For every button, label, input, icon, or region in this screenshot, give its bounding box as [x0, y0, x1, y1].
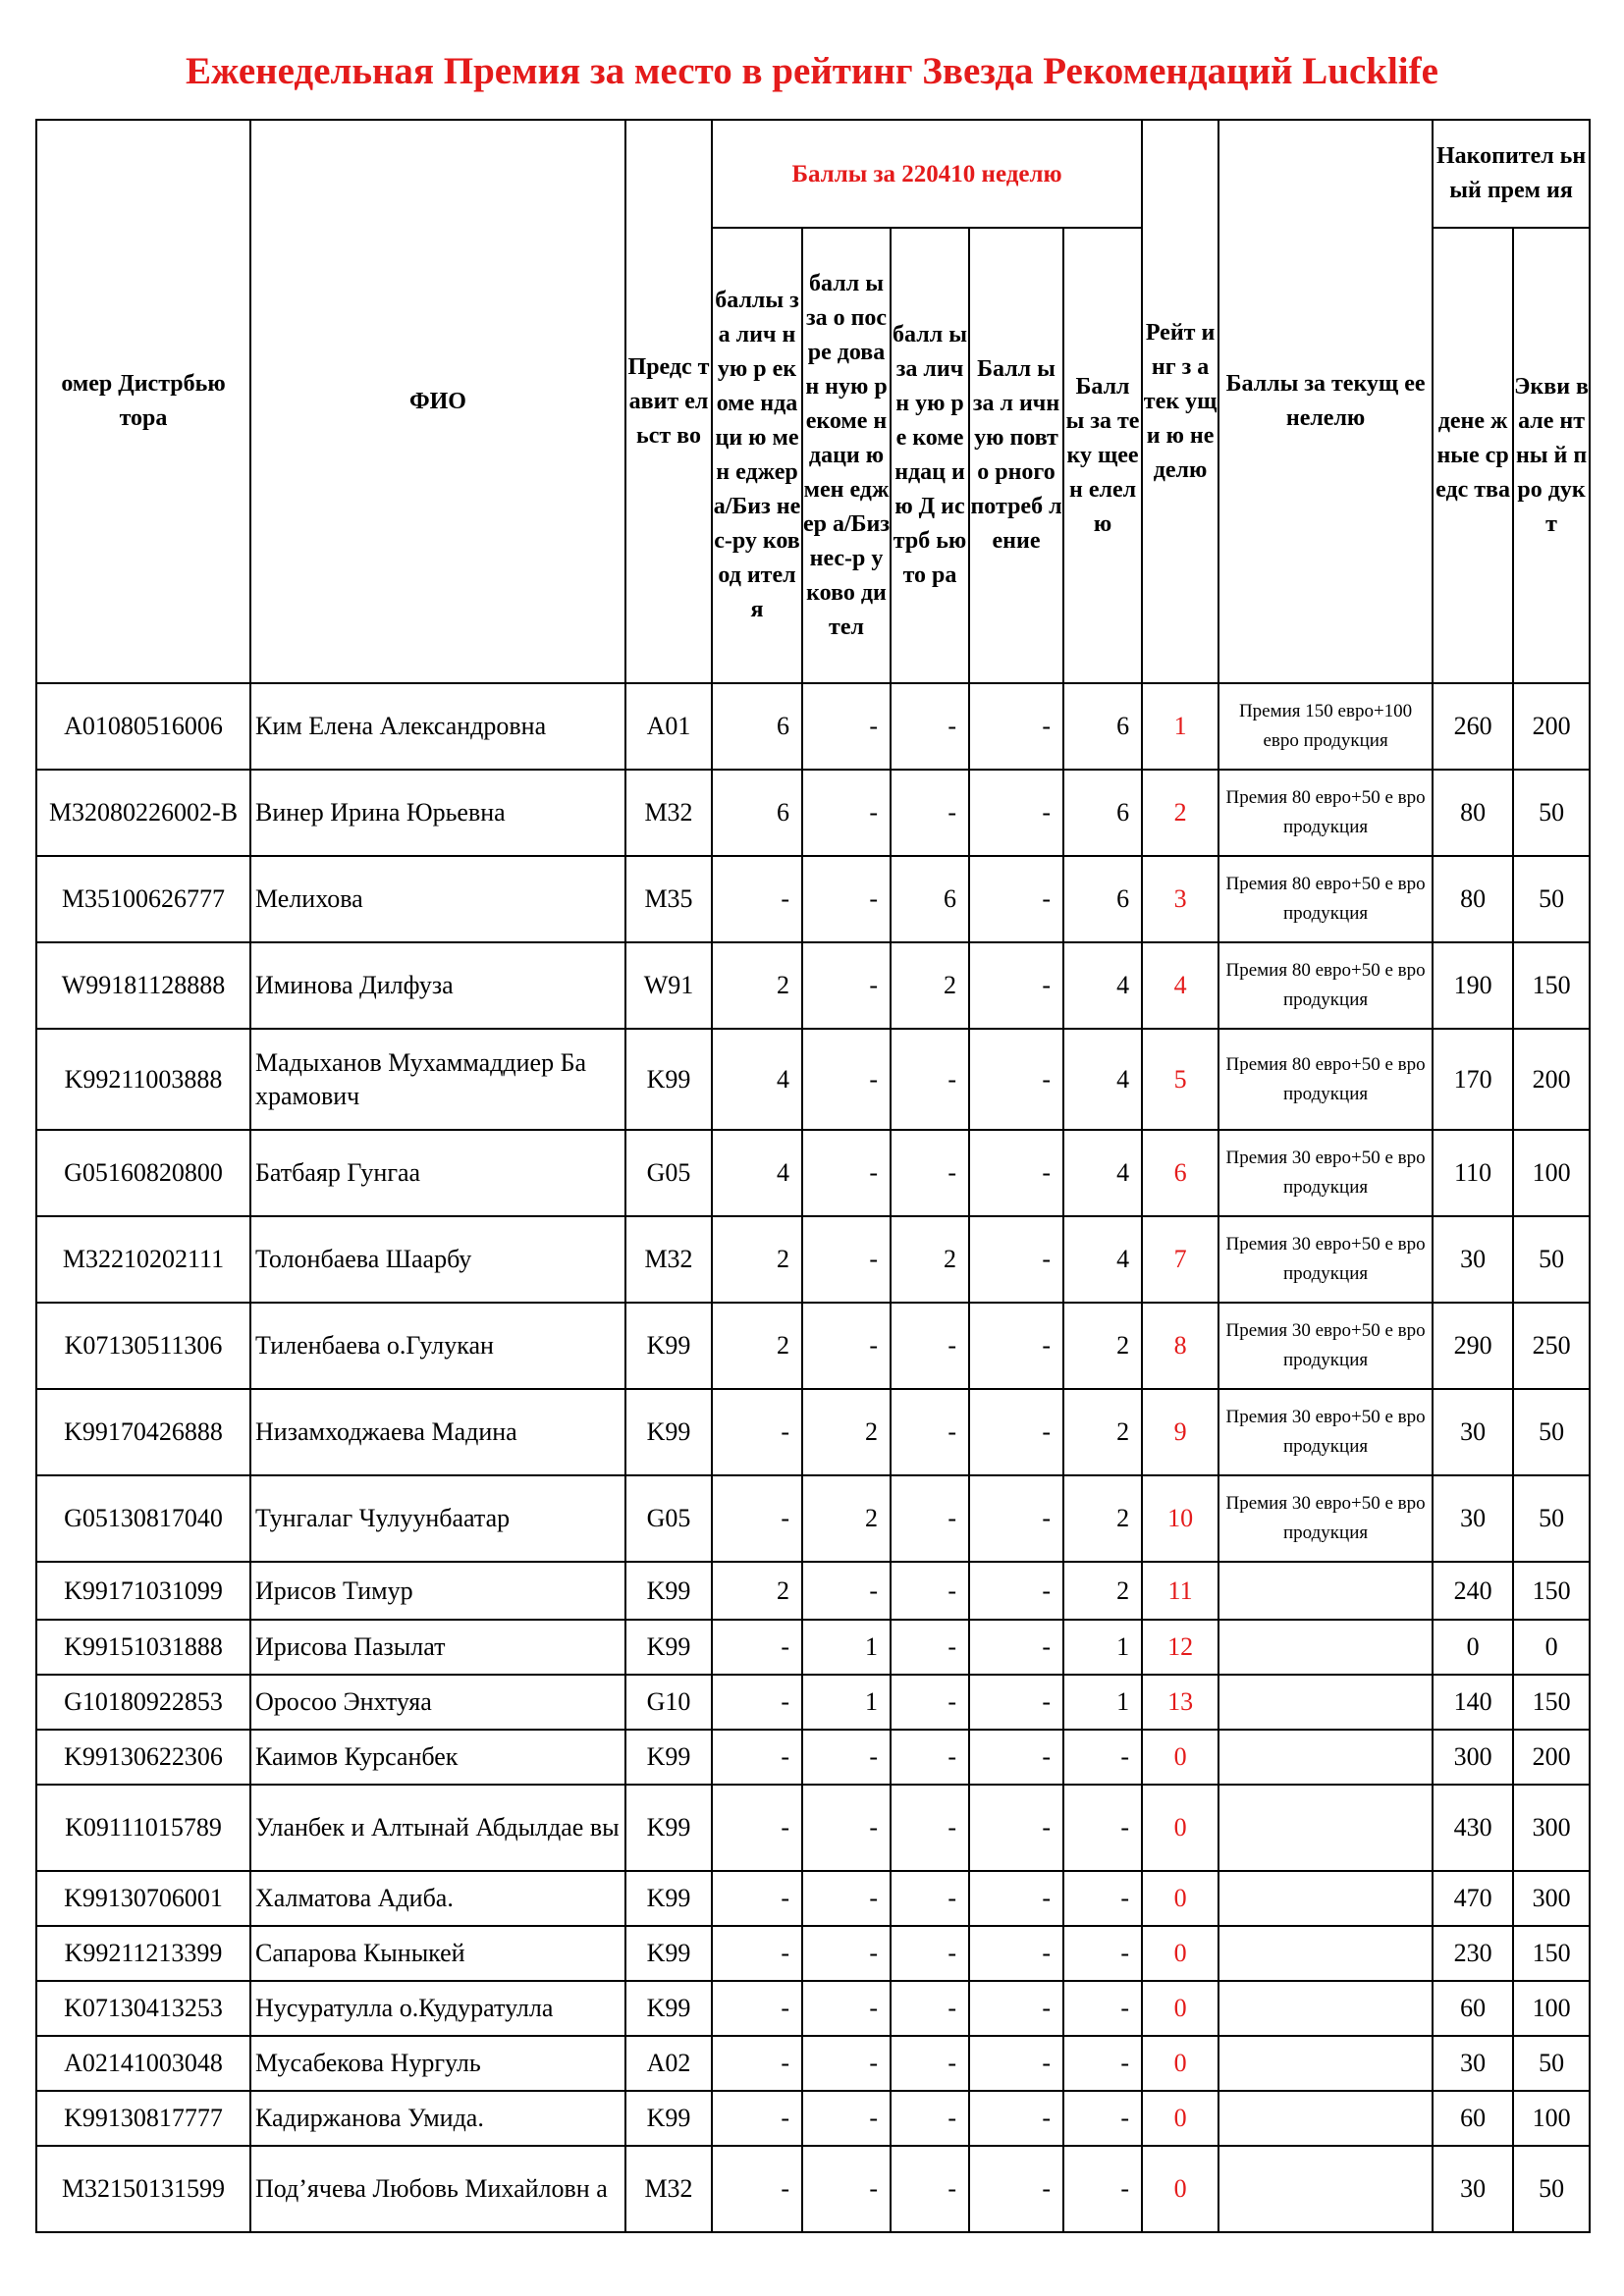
fio: Оросоо Энхтуяа [250, 1675, 625, 1730]
representation: K99 [625, 1926, 712, 1981]
points-indirect: - [802, 942, 891, 1029]
money: 30 [1433, 2146, 1513, 2232]
points-repeat: - [969, 770, 1063, 856]
points-total: 4 [1063, 1130, 1142, 1216]
points-manager: - [712, 1675, 802, 1730]
points-total: 4 [1063, 1029, 1142, 1130]
bonus [1218, 1926, 1433, 1981]
fio: Тиленбаева о.Гулукан [250, 1303, 625, 1389]
rank: 0 [1142, 1785, 1218, 1871]
representation: G05 [625, 1475, 712, 1562]
points-repeat: - [969, 2091, 1063, 2146]
header-points-week-total: Балл ы за теку щее н елел ю [1063, 228, 1142, 683]
distributor-number: K99130622306 [36, 1730, 250, 1785]
equivalent: 200 [1513, 1730, 1590, 1785]
points-repeat: - [969, 856, 1063, 942]
points-indirect: - [802, 683, 891, 770]
distributor-number: M32080226002-B [36, 770, 250, 856]
table-row [36, 1981, 1590, 2036]
distributor-number: A02141003048 [36, 2036, 250, 2091]
points-manager: 4 [712, 1130, 802, 1216]
table-row [36, 1785, 1590, 1871]
points-manager: 2 [712, 1303, 802, 1389]
points-repeat: - [969, 1730, 1063, 1785]
rank: 3 [1142, 856, 1218, 942]
points-total: - [1063, 2036, 1142, 2091]
bonus [1218, 1675, 1433, 1730]
distributor-number: K99130706001 [36, 1871, 250, 1926]
equivalent: 200 [1513, 1029, 1590, 1130]
points-personal: 2 [891, 1216, 969, 1303]
points-total: - [1063, 2091, 1142, 2146]
representation: G05 [625, 1130, 712, 1216]
fio: Ирисов Тимур [250, 1562, 625, 1620]
points-manager: - [712, 2036, 802, 2091]
points-repeat: - [969, 1475, 1063, 1562]
rank: 2 [1142, 770, 1218, 856]
bonus: Премия 80 евро+50 е вро продукция [1218, 856, 1433, 942]
points-indirect: - [802, 2091, 891, 2146]
rank: 4 [1142, 942, 1218, 1029]
points-manager: - [712, 2091, 802, 2146]
fio: Иминова Дилфуза [250, 942, 625, 1029]
header-equivalent-product: Экви вале нтны й про дукт [1513, 228, 1590, 683]
points-indirect: 2 [802, 1475, 891, 1562]
points-manager: 6 [712, 683, 802, 770]
points-repeat: - [969, 1130, 1063, 1216]
points-manager: - [712, 1620, 802, 1675]
money: 470 [1433, 1871, 1513, 1926]
equivalent: 100 [1513, 1981, 1590, 2036]
distributor-number: M32150131599 [36, 2146, 250, 2232]
representation: K99 [625, 1871, 712, 1926]
money: 30 [1433, 1475, 1513, 1562]
equivalent: 0 [1513, 1620, 1590, 1675]
fio: Халматова Адиба. [250, 1871, 625, 1926]
points-personal: - [891, 1475, 969, 1562]
distributor-number: K07130511306 [36, 1303, 250, 1389]
points-indirect: - [802, 1785, 891, 1871]
points-personal: 6 [891, 856, 969, 942]
money: 140 [1433, 1675, 1513, 1730]
header-bonus: Баллы за текущ ее нелелю [1218, 120, 1433, 683]
representation: K99 [625, 1620, 712, 1675]
bonus [1218, 1981, 1433, 2036]
money: 190 [1433, 942, 1513, 1029]
points-total: 6 [1063, 683, 1142, 770]
bonus: Премия 30 евро+50 е вро продукция [1218, 1389, 1433, 1475]
fio: Сапарова Кыныкей [250, 1926, 625, 1981]
money: 430 [1433, 1785, 1513, 1871]
representation: K99 [625, 1303, 712, 1389]
header-rank: Рейт инг з а тек ущи ю не делю [1142, 120, 1218, 683]
header-points-personal-distributor: балл ы за личн ую ре коме ндац ию Д истрб ьюто ра [891, 228, 969, 683]
points-indirect: - [802, 1981, 891, 2036]
bonus [1218, 2036, 1433, 2091]
points-manager: - [712, 1475, 802, 1562]
money: 30 [1433, 1389, 1513, 1475]
points-manager: - [712, 1981, 802, 2036]
rank: 0 [1142, 1981, 1218, 2036]
fio: Ким Елена Александровна [250, 683, 625, 770]
points-total: - [1063, 1926, 1142, 1981]
points-personal: - [891, 1562, 969, 1620]
money: 80 [1433, 770, 1513, 856]
points-total: 1 [1063, 1620, 1142, 1675]
points-repeat: - [969, 1620, 1063, 1675]
table-row [36, 856, 1590, 942]
representation: A02 [625, 2036, 712, 2091]
fio: Толонбаева Шаарбу [250, 1216, 625, 1303]
bonus [1218, 2146, 1433, 2232]
rating-table [35, 119, 1591, 2233]
table-row [36, 1675, 1590, 1730]
fio: Винер Ирина Юрьевна [250, 770, 625, 856]
document-title: Еженедельная Премия за место в рейтинг Звезда Рекомендаций Lucklife [186, 50, 1438, 92]
points-total: - [1063, 1871, 1142, 1926]
rank: 6 [1142, 1130, 1218, 1216]
rank: 0 [1142, 1926, 1218, 1981]
distributor-number: M35100626777 [36, 856, 250, 942]
equivalent: 50 [1513, 2036, 1590, 2091]
table-row [36, 1926, 1590, 1981]
table-row [36, 1389, 1590, 1475]
points-indirect: - [802, 1562, 891, 1620]
rank: 7 [1142, 1216, 1218, 1303]
equivalent: 100 [1513, 2091, 1590, 2146]
distributor-number: M32210202111 [36, 1216, 250, 1303]
points-indirect: - [802, 2036, 891, 2091]
money: 0 [1433, 1620, 1513, 1675]
points-personal: - [891, 1730, 969, 1785]
rank: 10 [1142, 1475, 1218, 1562]
representation: K99 [625, 1389, 712, 1475]
equivalent: 50 [1513, 1475, 1590, 1562]
points-repeat: - [969, 1926, 1063, 1981]
equivalent: 50 [1513, 1216, 1590, 1303]
header-points-indirect-recommendation: балл ы за о посре дован ную р екоме ндаци ю мен еджер а/Биз нес-р уково дител [802, 228, 891, 683]
money: 110 [1433, 1130, 1513, 1216]
points-personal: - [891, 1029, 969, 1130]
points-repeat: - [969, 2036, 1063, 2091]
equivalent: 100 [1513, 1130, 1590, 1216]
points-total: - [1063, 1981, 1142, 2036]
rank: 13 [1142, 1675, 1218, 1730]
points-repeat: - [969, 1029, 1063, 1130]
points-total: 4 [1063, 942, 1142, 1029]
points-total: 2 [1063, 1562, 1142, 1620]
fio: Кадиржанова Умида. [250, 2091, 625, 2146]
fio: Батбаяр Гунгаа [250, 1130, 625, 1216]
money: 240 [1433, 1562, 1513, 1620]
points-personal: - [891, 1130, 969, 1216]
points-indirect: 1 [802, 1675, 891, 1730]
points-repeat: - [969, 1562, 1063, 1620]
bonus [1218, 2091, 1433, 2146]
points-repeat: - [969, 942, 1063, 1029]
distributor-number: A01080516006 [36, 683, 250, 770]
header-week-points-group: Баллы за 220410 неделю [712, 120, 1142, 228]
points-total: 6 [1063, 856, 1142, 942]
bonus [1218, 1785, 1433, 1871]
bonus: Премия 30 евро+50 е вро продукция [1218, 1475, 1433, 1562]
rank: 9 [1142, 1389, 1218, 1475]
equivalent: 50 [1513, 856, 1590, 942]
points-personal: - [891, 770, 969, 856]
rank: 0 [1142, 2146, 1218, 2232]
money: 170 [1433, 1029, 1513, 1130]
distributor-number: W99181128888 [36, 942, 250, 1029]
money: 30 [1433, 1216, 1513, 1303]
bonus [1218, 1871, 1433, 1926]
rank: 5 [1142, 1029, 1218, 1130]
fio: Ирисова Пазылат [250, 1620, 625, 1675]
bonus: Премия 30 евро+50 е вро продукция [1218, 1216, 1433, 1303]
bonus: Премия 30 евро+50 е вро продукция [1218, 1130, 1433, 1216]
equivalent: 200 [1513, 683, 1590, 770]
distributor-number: K99211003888 [36, 1029, 250, 1130]
points-manager: - [712, 1871, 802, 1926]
bonus: Премия 80 евро+50 е вро продукция [1218, 1029, 1433, 1130]
rank: 11 [1142, 1562, 1218, 1620]
fio: Уланбек и Алтынай Абдылдае вы [250, 1785, 625, 1871]
points-manager: - [712, 1926, 802, 1981]
points-repeat: - [969, 683, 1063, 770]
points-manager: 4 [712, 1029, 802, 1130]
equivalent: 150 [1513, 942, 1590, 1029]
points-manager: 2 [712, 1562, 802, 1620]
points-personal: - [891, 1785, 969, 1871]
table-row [36, 1475, 1590, 1562]
representation: K99 [625, 1029, 712, 1130]
points-total: - [1063, 2146, 1142, 2232]
points-personal: - [891, 1981, 969, 2036]
points-total: 6 [1063, 770, 1142, 856]
fio: Мусабекова Нургуль [250, 2036, 625, 2091]
distributor-number: G05160820800 [36, 1130, 250, 1216]
bonus [1218, 1562, 1433, 1620]
equivalent: 50 [1513, 770, 1590, 856]
rank: 0 [1142, 1871, 1218, 1926]
points-personal: - [891, 2036, 969, 2091]
rank: 12 [1142, 1620, 1218, 1675]
points-manager: - [712, 1785, 802, 1871]
points-indirect: - [802, 1029, 891, 1130]
points-repeat: - [969, 1389, 1063, 1475]
points-personal: 2 [891, 942, 969, 1029]
money: 300 [1433, 1730, 1513, 1785]
table-row [36, 1216, 1590, 1303]
table-row [36, 2146, 1590, 2232]
points-repeat: - [969, 1675, 1063, 1730]
representation: K99 [625, 1785, 712, 1871]
equivalent: 300 [1513, 1785, 1590, 1871]
header-cumulative-group: Накопител ьный прем ия [1433, 120, 1590, 228]
distributor-number: K99130817777 [36, 2091, 250, 2146]
points-personal: - [891, 1675, 969, 1730]
header-representation: Предс тавит ельст во [625, 120, 712, 683]
distributor-number: K99170426888 [36, 1389, 250, 1475]
points-personal: - [891, 1389, 969, 1475]
points-personal: - [891, 2146, 969, 2232]
points-indirect: - [802, 770, 891, 856]
rank: 0 [1142, 1730, 1218, 1785]
representation: M32 [625, 770, 712, 856]
points-manager: - [712, 856, 802, 942]
bonus: Премия 80 евро+50 е вро продукция [1218, 770, 1433, 856]
money: 230 [1433, 1926, 1513, 1981]
money: 60 [1433, 2091, 1513, 2146]
distributor-number: G10180922853 [36, 1675, 250, 1730]
distributor-number: G05130817040 [36, 1475, 250, 1562]
table-row [36, 1303, 1590, 1389]
table-row [36, 1620, 1590, 1675]
points-repeat: - [969, 1871, 1063, 1926]
distributor-number: K09111015789 [36, 1785, 250, 1871]
points-manager: - [712, 1730, 802, 1785]
table-row [36, 1130, 1590, 1216]
money: 260 [1433, 683, 1513, 770]
rank: 8 [1142, 1303, 1218, 1389]
fio: Нусуратулла о.Кудуратулла [250, 1981, 625, 2036]
points-indirect: - [802, 1871, 891, 1926]
fio: Каимов Курсанбек [250, 1730, 625, 1785]
table-row [36, 683, 1590, 770]
representation: M32 [625, 2146, 712, 2232]
rank: 0 [1142, 2036, 1218, 2091]
points-total: 2 [1063, 1303, 1142, 1389]
header-distributor-number: омер Дистрбью тора [36, 120, 250, 683]
bonus [1218, 1730, 1433, 1785]
points-manager: 6 [712, 770, 802, 856]
representation: A01 [625, 683, 712, 770]
points-manager: 2 [712, 1216, 802, 1303]
representation: K99 [625, 2091, 712, 2146]
points-total: 2 [1063, 1389, 1142, 1475]
points-total: - [1063, 1785, 1142, 1871]
table-row [36, 942, 1590, 1029]
money: 30 [1433, 2036, 1513, 2091]
distributor-number: K99211213399 [36, 1926, 250, 1981]
header-points-repeat-consumption: Балл ы за л ичную повто рного потреб ление [969, 228, 1063, 683]
money: 80 [1433, 856, 1513, 942]
points-personal: - [891, 1926, 969, 1981]
money: 290 [1433, 1303, 1513, 1389]
equivalent: 300 [1513, 1871, 1590, 1926]
points-personal: - [891, 683, 969, 770]
fio: Мелихова [250, 856, 625, 942]
points-repeat: - [969, 1785, 1063, 1871]
rank: 1 [1142, 683, 1218, 770]
distributor-number: K07130413253 [36, 1981, 250, 2036]
points-indirect: - [802, 1926, 891, 1981]
points-indirect: 2 [802, 1389, 891, 1475]
bonus: Премия 150 евро+100 евро продукция [1218, 683, 1433, 770]
points-indirect: - [802, 1216, 891, 1303]
representation: G10 [625, 1675, 712, 1730]
fio: Под’ячева Любовь Михайловн а [250, 2146, 625, 2232]
bonus: Премия 30 евро+50 е вро продукция [1218, 1303, 1433, 1389]
distributor-number: K99151031888 [36, 1620, 250, 1675]
fio: Тунгалаг Чулуунбаатар [250, 1475, 625, 1562]
points-repeat: - [969, 1303, 1063, 1389]
points-total: 2 [1063, 1475, 1142, 1562]
equivalent: 150 [1513, 1562, 1590, 1620]
money: 60 [1433, 1981, 1513, 2036]
points-total: 1 [1063, 1675, 1142, 1730]
points-indirect: - [802, 1303, 891, 1389]
distributor-number: K99171031099 [36, 1562, 250, 1620]
table-row [36, 1871, 1590, 1926]
header-money: дене жные средс тва [1433, 228, 1513, 683]
points-repeat: - [969, 1216, 1063, 1303]
fio: Мадыханов Мухаммаддиер Ба хрaмович [250, 1029, 625, 1130]
points-indirect: 1 [802, 1620, 891, 1675]
bonus [1218, 1620, 1433, 1675]
table-row [36, 1029, 1590, 1130]
points-manager: - [712, 2146, 802, 2232]
points-indirect: - [802, 2146, 891, 2232]
fio: Низамходжаева Мадина [250, 1389, 625, 1475]
table-row [36, 2036, 1590, 2091]
rank: 0 [1142, 2091, 1218, 2146]
representation: K99 [625, 1562, 712, 1620]
table-row [36, 1562, 1590, 1620]
points-personal: - [891, 1303, 969, 1389]
bonus: Премия 80 евро+50 е вро продукция [1218, 942, 1433, 1029]
equivalent: 50 [1513, 2146, 1590, 2232]
points-repeat: - [969, 1981, 1063, 2036]
equivalent: 150 [1513, 1675, 1590, 1730]
points-indirect: - [802, 1730, 891, 1785]
table-row [36, 1730, 1590, 1785]
header-fio: ФИО [250, 120, 625, 683]
representation: M32 [625, 1216, 712, 1303]
table-row [36, 2091, 1590, 2146]
points-indirect: - [802, 856, 891, 942]
points-personal: - [891, 1871, 969, 1926]
points-personal: - [891, 1620, 969, 1675]
equivalent: 50 [1513, 1389, 1590, 1475]
table-row [36, 770, 1590, 856]
points-indirect: - [802, 1130, 891, 1216]
points-manager: - [712, 1389, 802, 1475]
representation: K99 [625, 1981, 712, 2036]
header-points-manager-recommendation: баллы за лич ную р екоме ндаци ю мен еджер а/Биз нес-ру ковод ителя [712, 228, 802, 683]
equivalent: 250 [1513, 1303, 1590, 1389]
representation: K99 [625, 1730, 712, 1785]
points-total: - [1063, 1730, 1142, 1785]
points-personal: - [891, 2091, 969, 2146]
representation: M35 [625, 856, 712, 942]
points-total: 4 [1063, 1216, 1142, 1303]
points-manager: 2 [712, 942, 802, 1029]
equivalent: 150 [1513, 1926, 1590, 1981]
representation: W91 [625, 942, 712, 1029]
points-repeat: - [969, 2146, 1063, 2232]
